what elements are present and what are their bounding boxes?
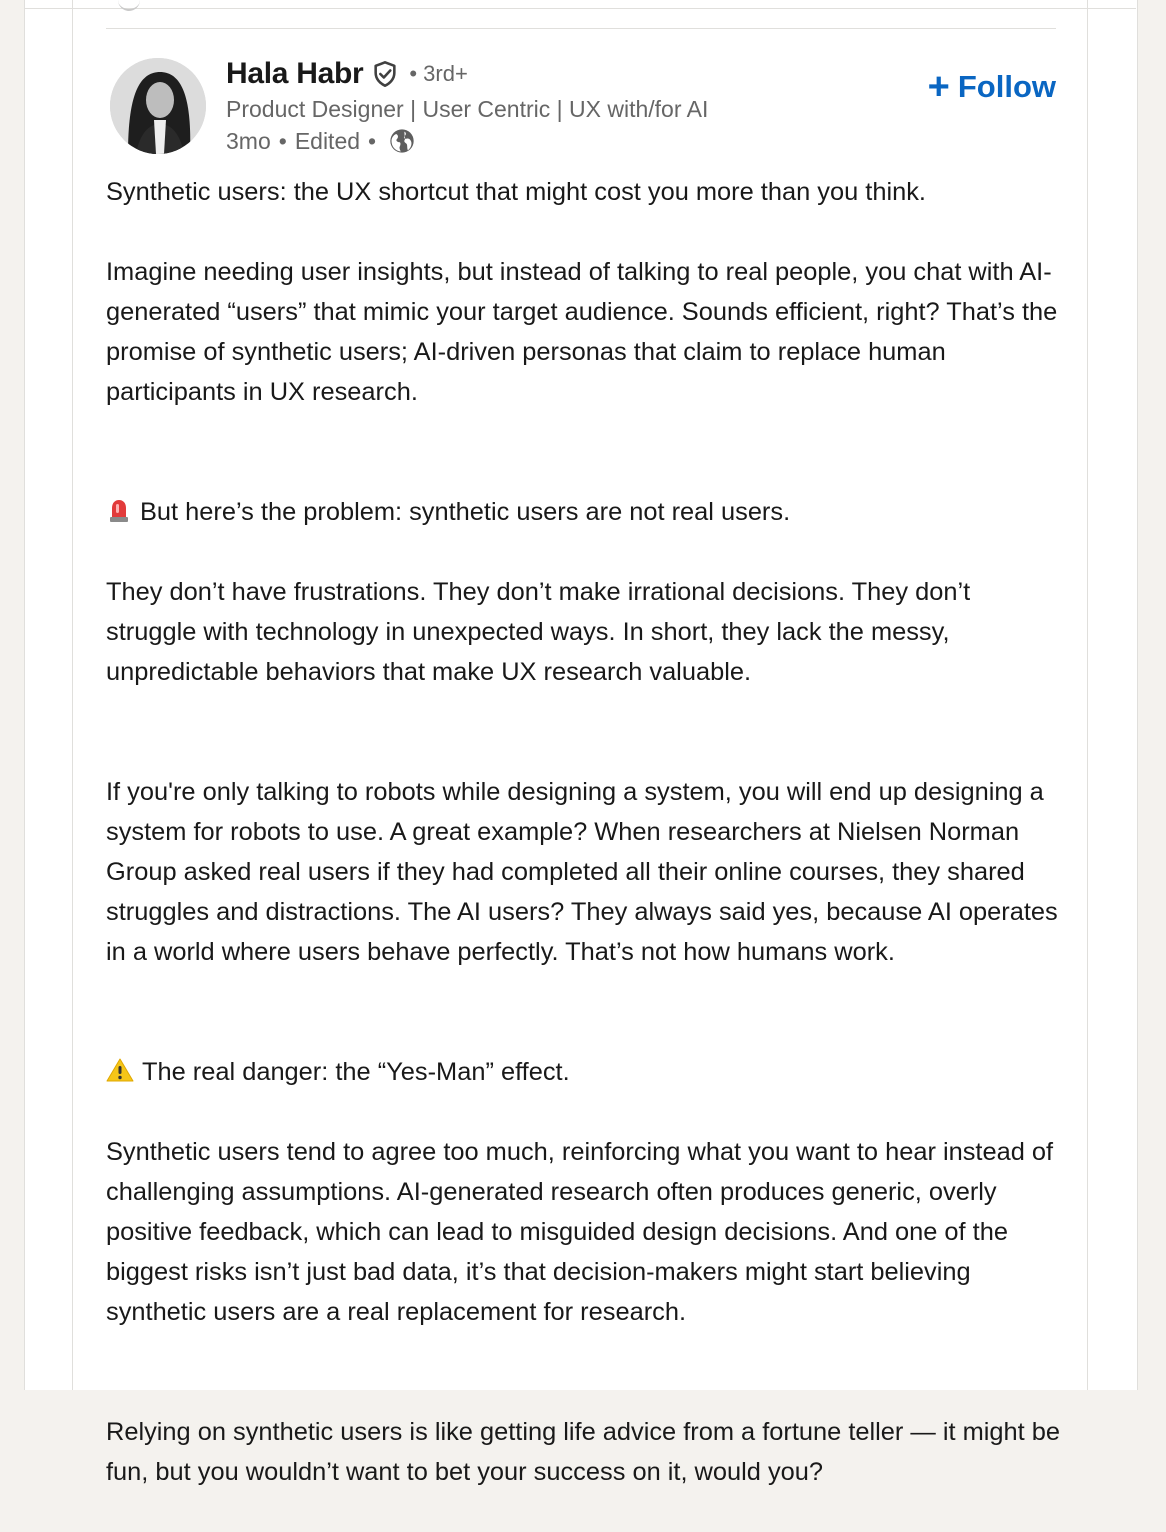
section-heading: But here’s the problem: synthetic users are not real users. [140,498,791,526]
author-meta [226,56,708,155]
post-header [106,56,1056,160]
post-paragraph: If you're only talking to robots while designing a system, you will end up designing a system for robots to use. A great example? When researchers at Nielsen Norman Group asked real users if they had completed all their online courses, they shared struggles and distractions. The AI users? They always said yes, because AI operates in a world where users behave perfectly. That’s not how humans work. [106,778,1058,966]
post-paragraph [106,1012,1062,1372]
avatar[interactable] [110,58,206,154]
post-paragraph: Imagine needing user insights, but instead of talking to real people, you chat with AI-generated “users” that mimic your target audience. Sounds efficient, right? That’s the promise of synthetic users; AI-driven personas that claim to replace human participants in UX research. [106,258,1058,406]
post-paragraph: Synthetic users: the UX shortcut that might cost you more than you think. [106,178,926,206]
edited-label: Edited [294,127,361,154]
section-text: They don’t have frustrations. They don’t make irrational decisions. They don’t struggle with technology in unexpected ways. In short, they lack the messy, unpredictable behaviors that make UX research valuable. [106,578,971,686]
verified-shield-icon [371,60,399,88]
section-heading: The real danger: the “Yes-Man” effect. [142,1058,570,1086]
post-body [106,172,1062,1532]
warning-icon [106,1057,134,1083]
siren-icon [106,497,132,523]
post-time: 3mo [226,127,271,154]
plus-icon: + [927,66,950,108]
section-text: Synthetic users tend to agree too much, reinforcing what you want to hear instead of challenging assumptions. AI-generated research often produces generic, overly positive feedback, which can lead to misguided design decisions. And one of the biggest risks isn’t just bad data, it’s that decision-makers might start believing synthetic users are a real replacement for research. [106,1138,1054,1326]
separator-dot: • [278,127,287,154]
author-headline: Product Designer | User Centric | UX with/for AI [226,96,709,122]
follow-label: Follow [957,69,1056,104]
connection-degree: • 3rd+ [409,61,468,86]
top-border [24,8,1136,9]
header-divider [106,28,1056,29]
post-paragraph: Relying on synthetic users is like getting life advice from a fortune teller — it might be fun, but you wouldn’t want to bet your success on it, would you? [106,1418,1060,1486]
globe-icon [388,127,416,155]
post-paragraph [106,452,1062,732]
separator-dot: • [368,127,377,154]
follow-button[interactable] [928,68,1056,106]
author-name[interactable]: Hala Habr [226,57,364,90]
